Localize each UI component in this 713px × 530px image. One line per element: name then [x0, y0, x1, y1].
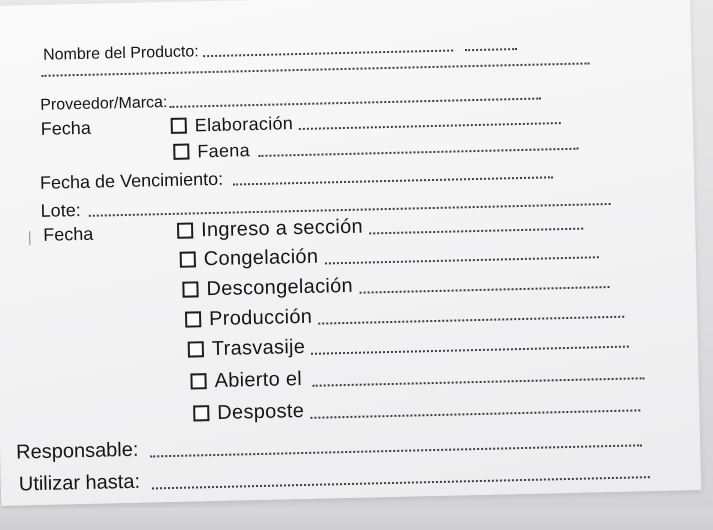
opened-line[interactable] [312, 377, 644, 387]
elaboration-checkbox[interactable] [171, 118, 187, 134]
freezing-option-label: Congelación [203, 245, 319, 271]
transfer-line[interactable] [311, 346, 629, 355]
section-entry-option-label: Ingreso a sección [200, 215, 364, 242]
responsible-row [16, 427, 643, 464]
deboning-checkbox[interactable] [193, 405, 209, 421]
thawing-line[interactable] [359, 286, 609, 294]
responsible-label: Responsable: [15, 438, 139, 464]
expiry-row [40, 161, 553, 194]
transfer-option-label: Trasvasije [211, 335, 306, 361]
slaughter-line[interactable] [258, 148, 578, 157]
slaughter-option-label: Faena [197, 140, 251, 162]
product-name-line-2[interactable] [42, 62, 590, 76]
product-name-line[interactable] [203, 50, 453, 58]
elaboration-option-row [171, 107, 562, 137]
deboning-line[interactable] [310, 409, 640, 418]
deboning-option-row [193, 392, 640, 425]
use-by-line[interactable] [152, 476, 650, 489]
thawing-option-label: Descongelación [206, 274, 354, 301]
supplier-line[interactable] [169, 98, 541, 108]
use-by-label: Utilizar hasta: [18, 470, 141, 496]
responsible-line[interactable] [151, 444, 643, 457]
section-entry-line[interactable] [369, 228, 583, 235]
margin-mark [29, 231, 30, 245]
product-name-row [43, 36, 517, 65]
opened-option-label: Abierto el [214, 368, 303, 392]
production-line[interactable] [318, 316, 624, 325]
freezing-checkbox[interactable] [180, 251, 196, 267]
date-label-2: Fecha [42, 223, 94, 245]
production-checkbox[interactable] [185, 311, 201, 327]
production-option-label: Producción [208, 305, 313, 331]
section-entry-checkbox[interactable] [177, 222, 193, 238]
production-option-row [185, 299, 624, 332]
slaughter-option-row [173, 133, 578, 163]
product-name-label: Nombre del Producto: [42, 43, 199, 64]
transfer-option-row [188, 329, 630, 362]
supplier-label: Proveedor/Marca: [40, 94, 168, 114]
slaughter-checkbox[interactable] [173, 144, 189, 160]
freezing-line[interactable] [324, 256, 598, 264]
date-label-1: Fecha [40, 117, 92, 139]
thawing-checkbox[interactable] [182, 281, 198, 297]
product-name-line-extra[interactable] [465, 48, 517, 51]
deboning-option-label: Desposte [217, 399, 305, 424]
expiry-label: Fecha de Vencimiento: [39, 168, 224, 193]
opened-option-row [190, 360, 644, 393]
lot-label: Lote: [40, 199, 81, 221]
expiry-line[interactable] [233, 176, 553, 185]
opened-checkbox[interactable] [190, 373, 206, 389]
freezing-option-row [180, 239, 599, 271]
use-by-row [19, 459, 651, 496]
thawing-option-row [182, 269, 609, 302]
background-surface [0, 508, 713, 530]
elaboration-option-label: Elaboración [194, 113, 294, 136]
elaboration-line[interactable] [299, 122, 561, 130]
transfer-checkbox[interactable] [188, 341, 204, 357]
product-name-second-line-row [42, 62, 590, 80]
